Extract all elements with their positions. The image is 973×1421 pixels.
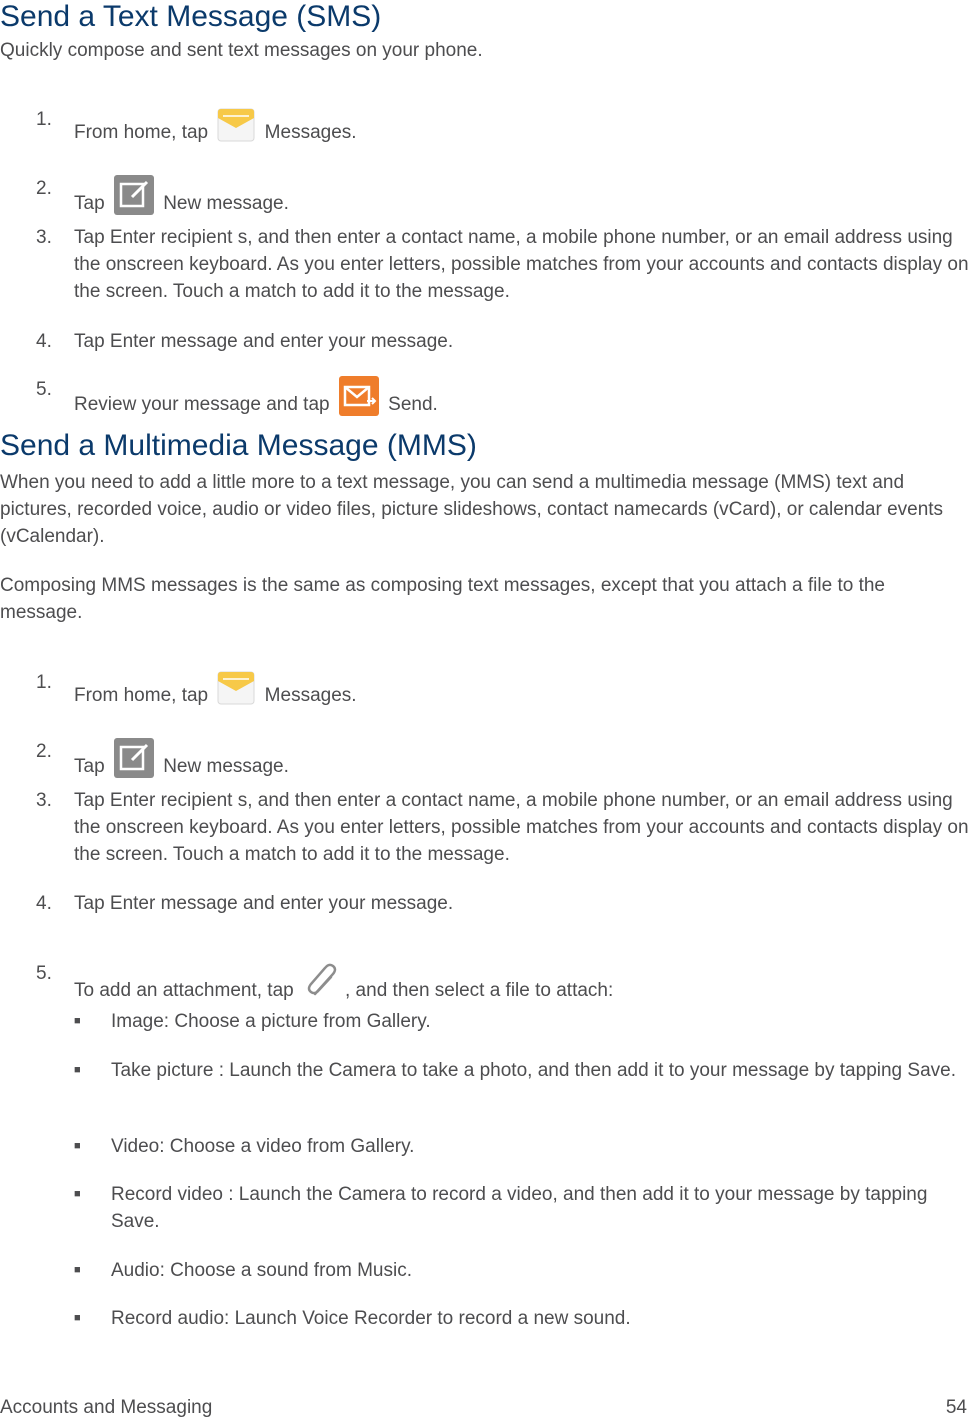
mms-section-title: Send a Multimedia Message (MMS): [0, 429, 477, 462]
sms-intro: Quickly compose and sent text messages on your phone.: [0, 40, 483, 61]
footer-section-name: Accounts and Messaging: [0, 1397, 213, 1418]
bullet-icon: ■: [74, 1015, 81, 1027]
step-number: 3.: [36, 790, 52, 811]
sms-section-title: Send a Text Message (SMS): [0, 0, 382, 33]
step-text: Tap: [74, 756, 105, 777]
bullet-text: Record video : Launch the Camera to record a video, and then add it to your message by tapping Save.: [111, 1184, 928, 1232]
compose-icon: [114, 738, 154, 786]
step-text: Tap Enter message and enter your message.: [74, 331, 454, 352]
step-text: From home, tap: [74, 685, 209, 706]
messages-icon: [217, 669, 255, 715]
compose-icon: [114, 175, 154, 223]
mms-intro: When you need to add a little more to a text message, you can send a multimedia message (MMS) text and pictures, recorded voice, audio or video files, picture slideshows, contact namecards (vCard), or calendar events (vCalendar).: [0, 472, 944, 547]
step-text: Review your message and tap: [74, 394, 330, 415]
bullet-icon: ■: [74, 1064, 81, 1076]
bullet-icon: ■: [74, 1188, 81, 1200]
step-number: 5.: [36, 963, 52, 984]
messages-icon: [217, 106, 255, 152]
step-text-end: Messages.: [264, 122, 357, 143]
bullet-icon: ■: [74, 1140, 81, 1152]
step-number: 5.: [36, 379, 52, 400]
bullet-text: Take picture : Launch the Camera to take a photo, and then add it to your message by tapping Save.: [111, 1060, 956, 1081]
step-number: 4.: [36, 331, 52, 352]
bullet-text: Video: Choose a video from Gallery.: [111, 1136, 415, 1157]
step-text-end: Messages.: [264, 685, 357, 706]
send-icon: [339, 376, 379, 424]
step-text-end: New message.: [163, 756, 289, 777]
step-number: 2.: [36, 741, 52, 762]
step-number: 4.: [36, 893, 52, 914]
step-number: 1.: [36, 109, 52, 130]
bullet-icon: ■: [74, 1264, 81, 1276]
step-text-end: , and then select a file to attach:: [345, 980, 614, 1001]
step-text: Tap Enter recipient s, and then enter a contact name, a mobile phone number, or an email address using the onscreen keyboard. As you enter letters, possible matches from your accounts and contacts display on the screen. Touch a match to add it to the message.: [74, 790, 969, 865]
step-text-end: New message.: [163, 193, 289, 214]
bullet-text: Image: Choose a picture from Gallery.: [111, 1011, 431, 1032]
bullet-text: Audio: Choose a sound from Music.: [111, 1260, 412, 1281]
mms-intro-2: Composing MMS messages is the same as composing text messages, except that you attach a file to the message.: [0, 575, 885, 623]
step-text-end: Send.: [388, 394, 438, 415]
paperclip-icon: [303, 960, 345, 1010]
step-text: Tap Enter message and enter your message.: [74, 893, 454, 914]
footer-page-number: 54: [945, 1397, 967, 1418]
step-text: From home, tap: [74, 122, 209, 143]
bullet-icon: ■: [74, 1312, 81, 1324]
step-text: Tap: [74, 193, 105, 214]
step-text: Tap Enter recipient s, and then enter a contact name, a mobile phone number, or an email address using the onscreen keyboard. As you enter letters, possible matches from your accounts and contacts display on the screen. Touch a match to add it to the message.: [74, 227, 969, 302]
step-number: 1.: [36, 672, 52, 693]
step-number: 3.: [36, 227, 52, 248]
step-number: 2.: [36, 178, 52, 199]
step-text: To add an attachment, tap: [74, 980, 294, 1001]
bullet-text: Record audio: Launch Voice Recorder to record a new sound.: [111, 1308, 631, 1329]
